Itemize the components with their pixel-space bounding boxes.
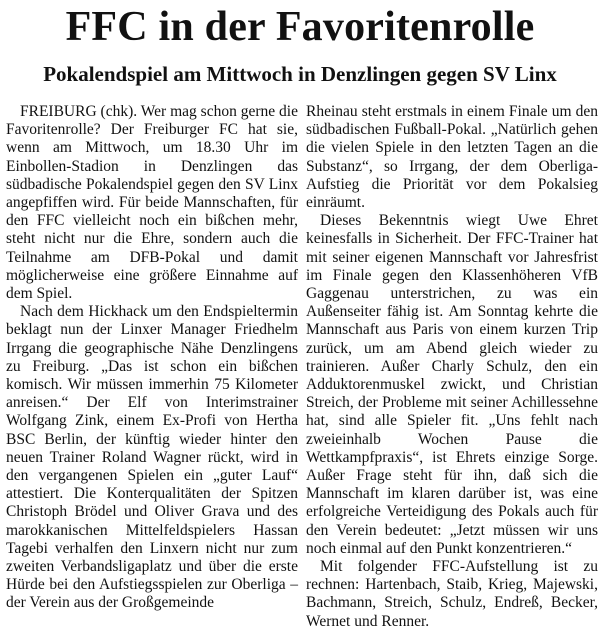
subheadline: Pokalendspiel am Mittwoch in Denzlingen gegen SV Linx [43,62,557,86]
paragraph-right-1: Rheinau steht erstmals in einem Finale um den südbadischen Fußball-Pokal. „Natürlich gehen die vielen Spiele in den letzten Tagen an die Substanz“, so Irrgang, der dem Oberliga-Aufstieg die Priorität vor dem Pokalsieg einräumt. [306,103,598,212]
article-column-left [6,103,298,613]
paragraph-left-2: Nach dem Hickhack um den Endspieltermin beklagt nun der Linxer Manager Friedhelm Irrgang die geographische Nähe Denzlingens zu Freiburg. „Das ist schon ein bißchen komisch. Wir müssen immerhin 75 Kilometer anreisen.“ Der Elf von Interimstrainer Wolfgang Zink, einem Ex-Profi von Hertha BSC Berlin, der künftig wieder hinter den neuen Trainer Roland Wagner rückt, wird in den vergangenen Spielen ein „guter Lauf“ attestiert. Die Konterqualitäten der Spitzen Christoph Brödel und Oliver Grava und des marokkanischen Mittelfeldspielers Hassan Tagebi verhalfen den Linxern nicht nur zum zweiten Verbandsligaplatz und über die erste Hürde bei den Aufstiegsspielen zur Oberliga – der Verein aus der Großgemeinde [6,303,298,612]
headline: FFC in der Favoritenrolle [65,4,535,50]
paragraph-right-3: Mit folgender FFC-Aufstellung ist zu rechnen: Hartenbach, Staib, Krieg, Majewski, Bachmann, Streich, Schulz, Endreß, Becker, Wernet und Renner. [306,558,598,630]
paragraph-left-1: FREIBURG (chk). Wer mag schon gerne die Favoritenrolle? Der Freiburger FC hat sie, wenn am Mittwoch, um 18.30 Uhr im Einbollen-Stadion in Denzlingen das südbadische Pokalendspiel gegen den SV Linx angepfiffen wird. Für beide Mannschaften, für den FFC vielleicht noch ein bißchen mehr, steht nicht nur die Ehre, sondern auch die Teilnahme am DFB-Pokal und damit möglicherweise eine größere Einnahme auf dem Spiel. [6,103,298,303]
paragraph-right-2: Dieses Bekenntnis wiegt Uwe Ehret keinesfalls in Sicherheit. Der FFC-Trainer hat mit seiner eigenen Mannschaft vor Jahresfrist im Finale gegen den Klassenhöheren VfB Gaggenau unterstrichen, zu was ein Außenseiter fähig ist. Am Sonntag kehrte die Mannschaft aus Paris von einem kurzen Trip zurück, um am Abend gleich wieder zu trainieren. Außer Charly Schulz, den ein Adduktorenmuskel zwickt, und Christian Streich, der Probleme mit seiner Achillessehne hat, sind alle Spieler fit. „Uns fehlt nach zweieinhalb Wochen Pause die Wettkampfpraxis“, ist Ehrets einzige Sorge. Außer Frage steht für ihn, daß sich die Mannschaft im klaren darüber ist, was eine erfolgreiche Verteidigung des Pokals auch für den Verein bedeutet: „Jetzt müssen wir uns noch einmal auf den Punkt konzentrieren.“ [306,212,598,557]
article-column-right [306,103,598,631]
